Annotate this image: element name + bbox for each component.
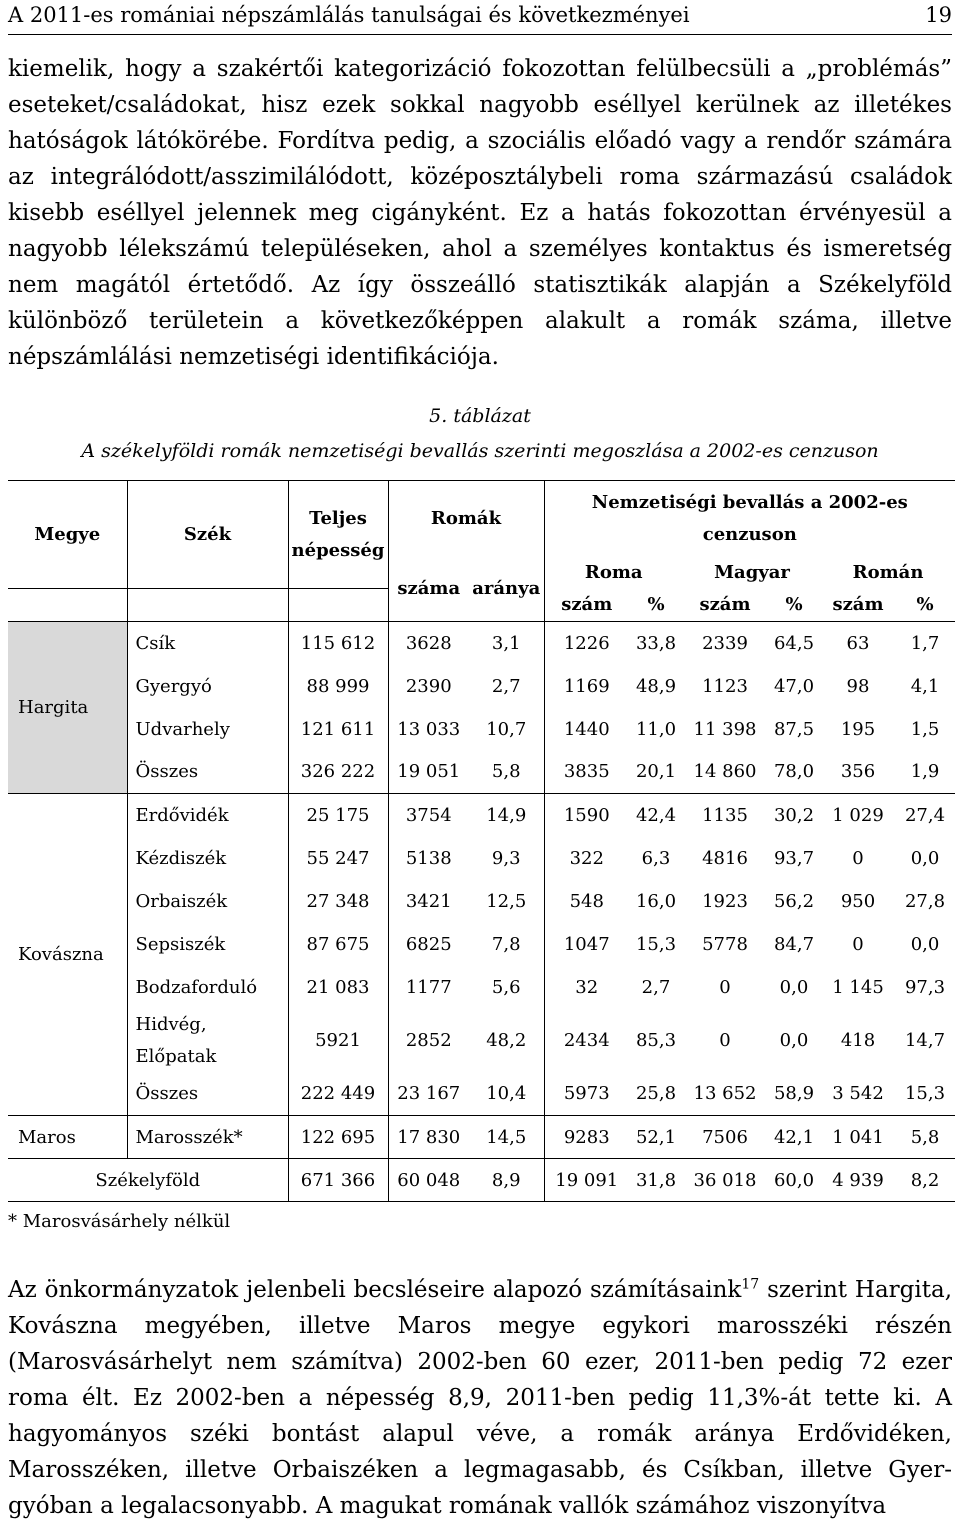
page-number: 19 [925,3,952,27]
header-roma-szam: szám [544,589,629,622]
header-teljes-nepesseg: Teljes népesség [288,481,388,589]
table-row-grand-total: Székelyföld 671 366 60 048 8,9 19 091 31,8 36 018 60,0 4 939 8,2 [8,1159,955,1202]
header-magyar-pct: % [767,589,821,622]
table-row: Kovászna Erdővidék 25 175 3754 14,9 1590 42,4 1135 30,2 1 029 27,4 [8,794,955,837]
table-row: Kézdiszék 55 247 5138 9,3 322 6,3 4816 93,7 0 0,0 [8,837,955,880]
table-row: Orbaiszék 27 348 3421 12,5 548 16,0 1923 56,2 950 27,8 [8,880,955,923]
data-table [8,480,955,1202]
table-row-total: Összes 222 449 23 167 10,4 5973 25,8 13 652 58,9 3 542 15,3 [8,1073,955,1116]
header-roman-szam: szám [821,589,895,622]
table-number: 5. táblázat [429,405,531,427]
paragraph-conclusion-main: Az önkormányzatok jelenbeli becsléseire alapozó számításaink [8,1277,742,1303]
header-nemzetisegi-bevallas: Nemzetiségi bevallás a 2002-es cenzuson [544,481,955,557]
table-row: Bodzaforduló 21 083 1177 5,6 32 2,7 0 0,0 1 145 97,3 [8,966,955,1009]
table-row: Hargita Csík 115 612 3628 3,1 1226 33,8 2339 64,5 63 1,7 [8,622,955,665]
header-szek: Szék [127,481,288,589]
header-magyar: Magyar [714,562,790,583]
paragraph-conclusion-rest: szerint Hargita, Kovászna megyében, illetve Maros megye egykori marosszéki részén (Marosvásárhelyt nem számítva) 2002-ben 60 ezer, 2011-ben pedig 72 ezer roma élt. Ez 2002-ben a népesség 8,9, 2011-ben pedig 11,3%-át tette ki. A hagyományos széki bontást alapul véve, a romák aránya Erdővidéken, Marosszéken, illetve Orbaiszéken a legmagasabb, és Csíkban, illetve Gyergyóban a legalacsonyabb. A magukat romának vallók számához viszonyítva [8,1277,953,1519]
footnote-reference[interactable]: 17 [741,1276,760,1293]
header-roman-pct: % [895,589,955,622]
county-kovaszna: Kovászna [8,794,127,1116]
table-row: Maros Marosszék* 122 695 17 830 14,5 9283 52,1 7506 42,1 1 041 5,8 [8,1116,955,1159]
paragraph-conclusion [8,1272,952,1524]
table-row: Hidvég, Előpatak 5921 2852 48,2 2434 85,3 0 0,0 418 14,7 [8,1009,955,1073]
header-romak: Romák [388,481,544,557]
header-megye: Megye [8,481,127,589]
table-row: Gyergyó 88 999 2390 2,7 1169 48,9 1123 47,0 98 4,1 [8,665,955,708]
table-row: Sepsiszék 87 675 6825 7,8 1047 15,3 5778 84,7 0 0,0 [8,923,955,966]
header-magyar-szam: szám [683,589,767,622]
paragraph-intro: kiemelik, hogy a szakértői kategorizáció fokozottan felülbecsüli a „problémás” eseteket/családokat, hisz ezek sokkal nagyobb eséllyel kerülnek az illetékes hatóságok látókörébe. Fordítva pedig, a szociális előadó vagy a rendőr számára az integrálódott/asszimilálódott, középosztálybeli roma származású családok kisebb eséllyel jelennek meg cigányként. Ez a hatás fokozottan érvényesül a nagyobb lélekszámú településeken, ahol a személyes kontaktus és ismeretség nem magától értetődő. Az így összeálló statisztikák alapján a Székelyföld különböző területein a következőképpen alakult a romák száma, illetve népszámlálási nemzetiségi identifikációja. [8,56,952,370]
county-maros: Maros [8,1116,127,1159]
county-hargita: Hargita [8,622,127,794]
table-title: A székelyföldi romák nemzetiségi bevallás szerinti megoszlása a 2002-es cenzuson [81,440,879,462]
header-roman: Román [852,562,924,583]
table-footnote: * Marosvásárhely nélkül [8,1211,231,1232]
header-romak-aranya: aránya [469,557,544,622]
page-header [8,0,952,35]
table-row: Udvarhely 121 611 13 033 10,7 1440 11,0 11 398 87,5 195 1,5 [8,708,955,751]
header-romak-szama: száma [388,557,469,622]
header-roma-pct: % [629,589,683,622]
header-roma: Roma [584,562,643,583]
running-title: A 2011-es romániai népszámlálás tanulságai és következményei [8,3,690,27]
table-row-total: Összes 326 222 19 051 5,8 3835 20,1 14 860 78,0 356 1,9 [8,751,955,794]
